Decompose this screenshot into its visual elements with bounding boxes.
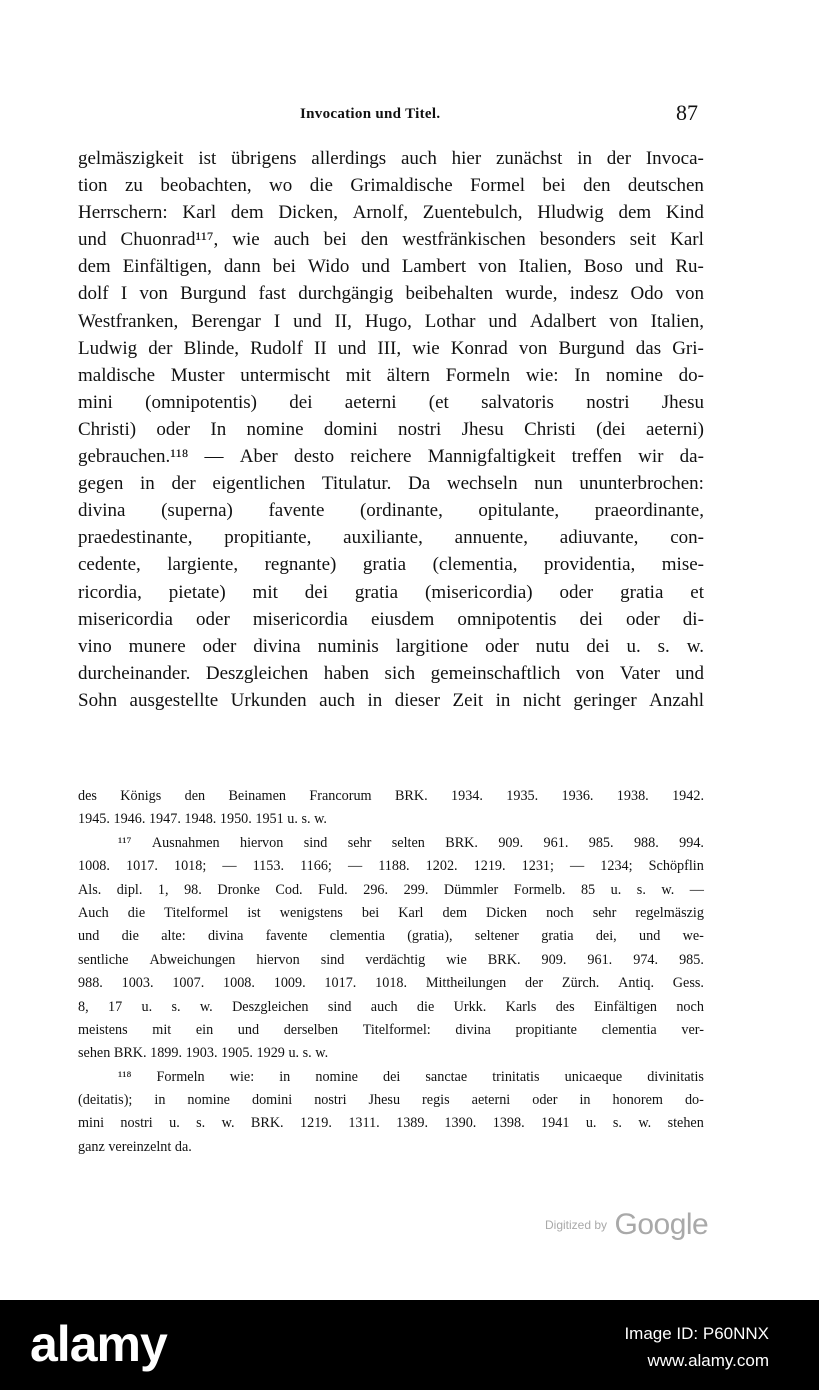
text-line: Sohn ausgestellte Urkunden auch in dieser Zeit in nicht geringer Anzahl bbox=[78, 689, 704, 711]
footnote-line: (deitatis); in nomine domini nostri Jhesu regis aeterni oder in honorem do- bbox=[78, 1092, 704, 1109]
text-line: dem Einfältigen, dann bei Wido und Lambert von Italien, Boso und Ru- bbox=[78, 256, 704, 278]
footnote-line: des Königs den Beinamen Francorum BRK. 1934. 1935. 1936. 1938. 1942. bbox=[78, 788, 704, 804]
footnote-line: mini nostri u. s. w. BRK. 1219. 1311. 1389. 1390. 1398. 1941 u. s. w. stehen bbox=[78, 1115, 704, 1132]
footnote-line: Auch die Titelformel ist wenigstens bei Karl dem Dicken noch sehr regelmäszig bbox=[78, 904, 704, 921]
running-head bbox=[0, 100, 819, 130]
text-line: cedente, largiente, regnante) gratia (clementia, providentia, mise- bbox=[78, 554, 704, 576]
footnote-line: Als. dipl. 1, 98. Dronke Cod. Fuld. 296. 299. Dümmler Formelb. 85 u. s. w. — bbox=[78, 881, 704, 898]
text-line: ricordia, pietate) mit dei gratia (misericordia) oder gratia et bbox=[78, 581, 704, 603]
text-line: durcheinander. Deszgleichen haben sich gemeinschaftlich von Vater und bbox=[78, 662, 704, 684]
text-line: Westfranken, Berengar I und II, Hugo, Lothar und Adalbert von Italien, bbox=[78, 310, 704, 332]
text-line: dolf I von Burgund fast durchgängig beibehalten wurde, indesz Odo von bbox=[78, 283, 704, 305]
stock-site: www.alamy.com bbox=[647, 1351, 769, 1370]
text-line: mini (omnipotentis) dei aeterni (et salvatoris nostri Jhesu bbox=[78, 391, 704, 413]
image-id: Image ID: P60NNX bbox=[624, 1324, 769, 1343]
footnote-line: sentliche Abweichungen hiervon sind verdächtig wie BRK. 909. 961. 974. 985. bbox=[78, 951, 704, 968]
text-line: gelmäszigkeit ist übrigens allerdings auch hier zunächst in der Invoca- bbox=[78, 148, 704, 169]
stock-banner bbox=[0, 1300, 819, 1390]
footnote-line: sehen BRK. 1899. 1903. 1905. 1929 u. s. w. bbox=[78, 1045, 329, 1062]
text-line: tion zu beobachten, wo die Grimaldische Formel bei den deutschen bbox=[78, 175, 704, 197]
text-line: Ludwig der Blinde, Rudolf II und III, wie Konrad von Burgund das Gri- bbox=[78, 337, 704, 359]
footnote-line: ¹¹⁷ Ausnahmen hiervon sind sehr selten BRK. 909. 961. 985. 988. 994. bbox=[118, 834, 704, 851]
page-number: 87 bbox=[676, 100, 698, 125]
text-line: Christi) oder In nomine domini nostri Jhesu Christi (dei aeterni) bbox=[78, 418, 704, 440]
text-line: und Chuonrad¹¹⁷, wie auch bei den westfränkischen besonders seit Karl bbox=[78, 229, 704, 251]
footnote-line: 8, 17 u. s. w. Deszgleichen sind auch die Urkk. Karls des Einfältigen noch bbox=[78, 998, 704, 1015]
text-line: gebrauchen.¹¹⁸ — Aber desto reichere Mannigfaltigkeit treffen wir da- bbox=[78, 446, 704, 468]
text-line: maldische Muster untermischt mit ältern Formeln wie: In nomine do- bbox=[78, 364, 704, 386]
text-line: vino munere oder divina numinis largitione oder nutu dei u. s. w. bbox=[78, 635, 704, 657]
text-line: Herrschern: Karl dem Dicken, Arnolf, Zuentebulch, Hludwig dem Kind bbox=[78, 202, 704, 224]
digitized-prefix: Digitized by bbox=[545, 1218, 608, 1232]
text-line: praedestinante, propitiante, auxiliante, annuente, adiuvante, con- bbox=[78, 527, 704, 549]
footnote-line: 1008. 1017. 1018; — 1153. 1166; — 1188. 1202. 1219. 1231; — 1234; Schöpflin bbox=[78, 858, 704, 875]
text-line: misericordia oder misericordia eiusdem omnipotentis dei oder di- bbox=[78, 608, 704, 630]
footnote-line: meistens mit ein und derselben Titelformel: divina propitiante clementia ver- bbox=[78, 1021, 704, 1038]
footnote-line: 988. 1003. 1007. 1008. 1009. 1017. 1018. Mittheilungen der Zürch. Antiq. Gess. bbox=[78, 975, 704, 992]
text-line: gegen in der eigentlichen Titulatur. Da wechseln nun ununterbrochen: bbox=[78, 473, 704, 495]
text-line: divina (superna) favente (ordinante, opitulante, praeordinante, bbox=[78, 500, 704, 522]
alamy-logo: alamy bbox=[30, 1316, 167, 1372]
stock-meta bbox=[624, 1320, 769, 1374]
footnote-line: 1945. 1946. 1947. 1948. 1950. 1951 u. s. w. bbox=[78, 811, 327, 828]
google-wordmark: Google bbox=[614, 1208, 709, 1241]
running-head-title: Invocation und Titel. bbox=[300, 106, 441, 122]
footnote-line: ganz vereinzelnt da. bbox=[78, 1138, 192, 1155]
footnote-line: ¹¹⁸ Formeln wie: in nomine dei sanctae trinitatis unicaeque divinitatis bbox=[118, 1068, 704, 1085]
digitized-by-google-watermark bbox=[545, 1208, 708, 1242]
footnotes bbox=[78, 785, 704, 1159]
main-text bbox=[78, 145, 704, 714]
footnote-line: und die alte: divina favente clementia (gratia), seltener gratia dei, und we- bbox=[78, 928, 704, 945]
